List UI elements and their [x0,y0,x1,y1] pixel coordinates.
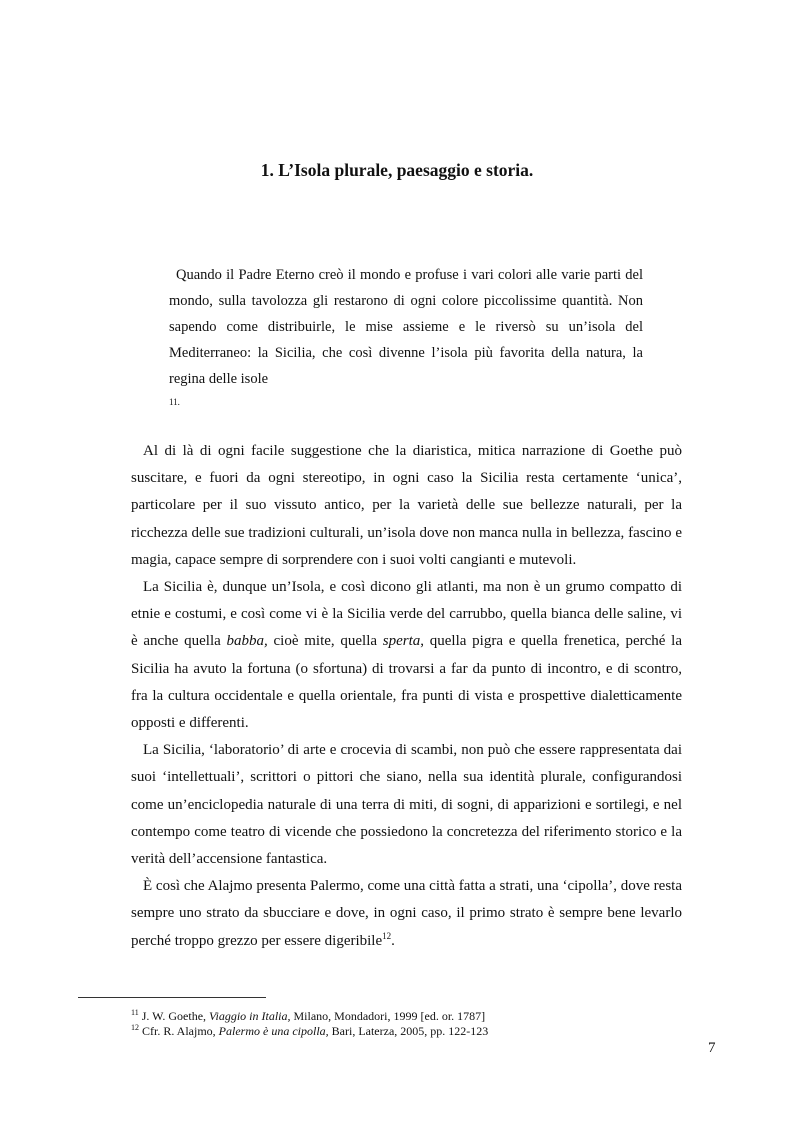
footnote-number: 11 [131,1008,139,1017]
footnote-text: Milano, Mondadori, 1999 [ed. or. 1787] [290,1009,486,1023]
footnote-11 [131,1009,691,1024]
footnotes [131,1009,691,1039]
footnote-12 [131,1024,691,1039]
paragraph-1: Al di là di ogni facile suggestione che la diaristica, mitica narrazione di Goethe può suscitare, e fuori da ogni stereotipo, in ogni caso la Sicilia resta certamente ‘unica’, particolare per il suo vissuto antico, per la varietà delle sue bellezze naturali, per la ricchezza delle sue tradizioni culturali, un’isola dove non manca nulla in bellezza, fascino e magia, capace sempre di sorprendere con i suoi volti cangianti e mutevoli. [131,443,682,568]
paragraph-3: La Sicilia, ‘laboratorio’ di arte e crocevia di scambi, non può che essere rappresentata dai suoi ‘intellettuali’, scrittori o pittori che siano, nella sua identità plurale, configurandosi come un’enciclopedia naturale di una terra di miti, di sogni, di apparizioni e sortilegi, e nel contempo come teatro di vicende che possiedono la concretezza del riferimento storico e la verità dell’accensione fantastica. [131,742,682,868]
paragraph-2-part-3: , quella pigra e quella frenetica, perché la Sicilia ha avuto la fortuna (o sfortuna) di trovarsi a far da punto di incontro, e di scontro, fra la cultura occidentale e quella orientale, fra punti di vista e prospettive dialetticamente opposti e differenti. [131,633,683,732]
page-number: 7 [708,1040,716,1056]
paragraph-2-part-2: cioè mite, quella [267,633,383,650]
footnote-title: Palermo è una cipolla, [218,1024,329,1038]
chapter-title: 1. L’Isola plurale, paesaggio e storia. [260,160,534,180]
footnote-number: 12 [131,1023,139,1032]
footnote-text: J. W. Goethe, [138,1009,210,1023]
paragraph-4 [131,873,682,955]
paragraph-2-italic-1: babba, [226,633,268,650]
quote-footnote-marker [169,396,643,408]
footnote-title: Viaggio in Italia, [209,1009,291,1023]
paragraph-4-end-punct: . [391,932,395,949]
footnote-text: Bari, Laterza, 2005, pp. 122-123 [328,1024,489,1038]
footnote-text: Cfr. R. Alajmo, [139,1024,219,1038]
body-text [131,438,682,955]
block-quote [169,262,643,408]
quote-text: Quando il Padre Eterno creò il mondo e profuse i vari colori alle varie parti del mondo, sulla tavolozza gli restarono di ogni colore piccolissime quantità. Non sapendo come distribuirle, le mise assieme e le riversò su un’isola del Mediterraneo: la Sicilia, che così divenne l’isola più favorita della natura, la regina delle isole [169,267,643,387]
paragraph-2-part-1: La Sicilia è, dunque un’Isola, e così dicono gli atlanti, ma non è un grumo compatto di etnie e costumi, e così come vi è la Sicilia verde del carrubbo, quella bianca delle saline, vi è anche quella [131,579,682,650]
quote-end-punct: . [177,397,180,407]
paragraph-4-text: È così che Alajmo presenta Palermo, come una città fatta a strati, una ‘cipolla’, dove resta sempre uno strato da sbucciare e dove, in ogni caso, il primo strato è sempre bene levarlo perché troppo grezzo per essere digeribile [131,878,682,949]
paragraph-2 [131,574,682,737]
quote-footnote-number: 11 [169,397,178,407]
paragraph-2-italic-2: sperta [382,633,421,650]
footnote-separator [78,997,266,998]
paragraph-4-footnote-marker: 12 [382,930,392,941]
